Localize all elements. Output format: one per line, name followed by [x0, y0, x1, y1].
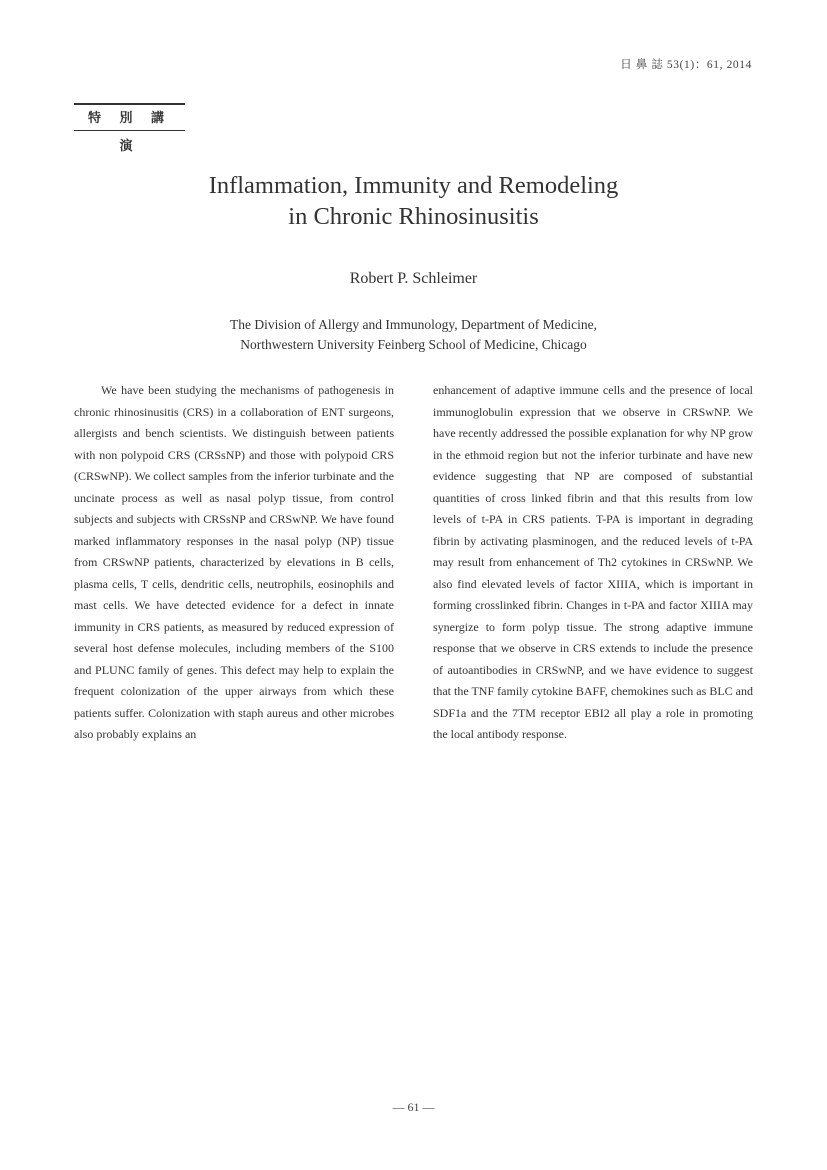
section-label-special-lecture: 特 別 講 演	[74, 103, 185, 131]
author-name: Robert P. Schleimer	[349, 270, 478, 287]
title-line-2: in Chronic Rhinosinusitis	[288, 203, 539, 230]
page-number: ― 61 ―	[392, 1100, 435, 1114]
author-affiliation	[0, 315, 827, 355]
affiliation-line-2: Northwestern University Feinberg School of Medicine, Chicago	[240, 337, 587, 352]
journal-reference: 日 鼻 誌 53(1)：61, 2014	[620, 59, 752, 71]
article-title	[0, 170, 827, 232]
title-line-1: Inflammation, Immunity and Remodeling	[208, 172, 619, 199]
affiliation-line-1: The Division of Allergy and Immunology, Department of Medicine,	[229, 317, 598, 332]
body-text-left-column: We have been studying the mechanisms of pathogenesis in chronic rhinosinusitis (CRS) in a collaboration of ENT surgeons, allergists and bench scientists. We distinguish between patients with non polypoid CRS (CRSsNP) and those with polypoid CRS (CRSwNP). We collect samples from the inferior turbinate and the uncinate process as well as nasal polyp tissue, from control subjects and subjects with CRSsNP and CRSwNP. We have found marked inflammatory responses in the nasal polyp (NP) tissue from CRSwNP patients, characterized by elevations in B cells, plasma cells, T cells, dendritic cells, neutrophils, eosinophils and mast cells. We have detected evidence for a defect in innate immunity in CRS patients, as measured by reduced expression of several host defense molecules, including members of the S100 and PLUNC family of genes. This defect may help to explain the frequent colonization of the upper airways from which these patients suffer. Colonization with staph aureus and other microbes also probably explains an	[74, 383, 394, 741]
body-text-right-column: enhancement of adaptive immune cells and the presence of local immunoglobulin expression that we observe in CRSwNP. We have recently addressed the possible explanation for why NP grow in the ethmoid region but not the inferior turbinate and have new evidence suggesting that NP are composed of substantial quantities of cross linked fibrin and that this results from low levels of t-PA in CRS patients. T-PA is important in degrading fibrin by activating plasminogen, and the reduced levels of t-PA may result from enhancement of Th2 cytokines in CRSwNP. We also find elevated levels of factor XIIIA, which is important in forming crosslinked fibrin. Changes in t-PA and factor XIIIA may synergize to form polyp tissue. The strong adaptive immune response that we observe in CRS extends to include the presence of autoantibodies in CRSwNP, and we have evidence to suggest that the TNF family cytokine BAFF, chemokines such as BLC and SDF1a and the 7TM receptor EBI2 all play a role in promoting the local antibody response.	[433, 383, 753, 741]
